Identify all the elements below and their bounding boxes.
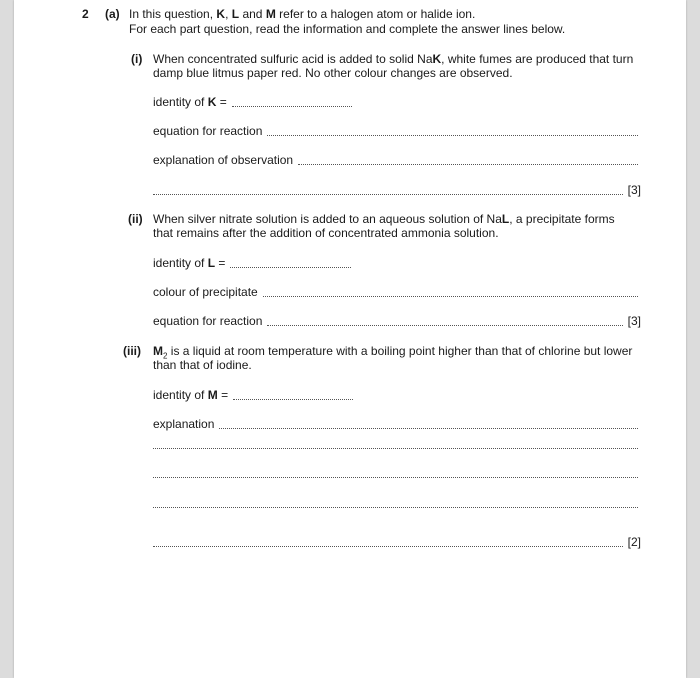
identity-k-answer-line[interactable] bbox=[153, 96, 354, 109]
answer-dots bbox=[219, 428, 638, 429]
answer-dots bbox=[232, 106, 352, 107]
part-i-text-line-2: damp blue litmus paper red. No other colour changes are observed. bbox=[153, 66, 513, 80]
part-iii-text-line-2: than that of iodine. bbox=[153, 358, 252, 372]
explanation-m-answer-line[interactable] bbox=[153, 418, 640, 431]
identity-l-label: identity of L = bbox=[153, 256, 226, 270]
marks-part-iii: [2] bbox=[627, 535, 641, 549]
intro-line-1: In this question, K, L and M refer to a halogen atom or halide ion. bbox=[129, 7, 476, 21]
explanation-m-continuation-line-4[interactable] bbox=[153, 536, 641, 549]
part-a-label: (a) bbox=[105, 7, 120, 21]
explanation-m-continuation-line-1[interactable] bbox=[153, 448, 640, 451]
part-ii-text-line-1: When silver nitrate solution is added to an aqueous solution of NaL, a precipitate forms bbox=[153, 212, 615, 226]
answer-dots bbox=[153, 477, 638, 478]
identity-m-label: identity of M = bbox=[153, 388, 229, 402]
explanation-continuation-answer-line[interactable] bbox=[153, 184, 641, 197]
equation-reaction-ii-answer-line[interactable] bbox=[153, 315, 641, 328]
part-iii-text-line-1: $M_2$ is a liquid at room temperature with a boiling point higher than that of chlorine but lower bbox=[153, 344, 633, 361]
answer-dots bbox=[298, 164, 638, 165]
colour-precipitate-label: colour of precipitate bbox=[153, 285, 258, 299]
part-i-label: (i) bbox=[131, 52, 143, 66]
explanation-m-continuation-line-3[interactable] bbox=[153, 507, 640, 510]
answer-dots bbox=[267, 325, 622, 326]
identity-m-answer-line[interactable] bbox=[153, 389, 355, 402]
question-number: 2 bbox=[82, 7, 89, 21]
answer-dots bbox=[153, 546, 623, 547]
part-i-text-line-1: When concentrated sulfuric acid is added to solid NaK, white fumes are produced that turn bbox=[153, 52, 634, 66]
answer-dots bbox=[153, 194, 623, 195]
answer-dots bbox=[233, 399, 353, 400]
equation-reaction-label: equation for reaction bbox=[153, 124, 263, 138]
identity-l-answer-line[interactable] bbox=[153, 257, 353, 270]
answer-dots bbox=[263, 296, 638, 297]
answer-dots bbox=[230, 267, 351, 268]
colour-precipitate-answer-line[interactable] bbox=[153, 286, 640, 299]
answer-dots bbox=[153, 507, 638, 508]
explanation-m-continuation-line-2[interactable] bbox=[153, 477, 640, 480]
marks-part-i: [3] bbox=[627, 183, 641, 197]
part-ii-text-line-2: that remains after the addition of concentrated ammonia solution. bbox=[153, 226, 499, 240]
identity-k-label: identity of K = bbox=[153, 95, 227, 109]
part-ii-label: (ii) bbox=[128, 212, 143, 226]
marks-part-ii: [3] bbox=[627, 314, 641, 328]
part-iii-label: (iii) bbox=[123, 344, 141, 358]
equation-reaction-i-answer-line[interactable] bbox=[153, 125, 640, 138]
explanation-observation-label: explanation of observation bbox=[153, 153, 294, 167]
explanation-m-label: explanation bbox=[153, 417, 215, 431]
intro-line-2: For each part question, read the information and complete the answer lines below. bbox=[129, 22, 566, 36]
equation-reaction-label: equation for reaction bbox=[153, 314, 263, 328]
answer-dots bbox=[153, 448, 638, 449]
answer-dots bbox=[267, 135, 638, 136]
exam-page bbox=[14, 0, 686, 678]
explanation-observation-answer-line[interactable] bbox=[153, 154, 640, 167]
